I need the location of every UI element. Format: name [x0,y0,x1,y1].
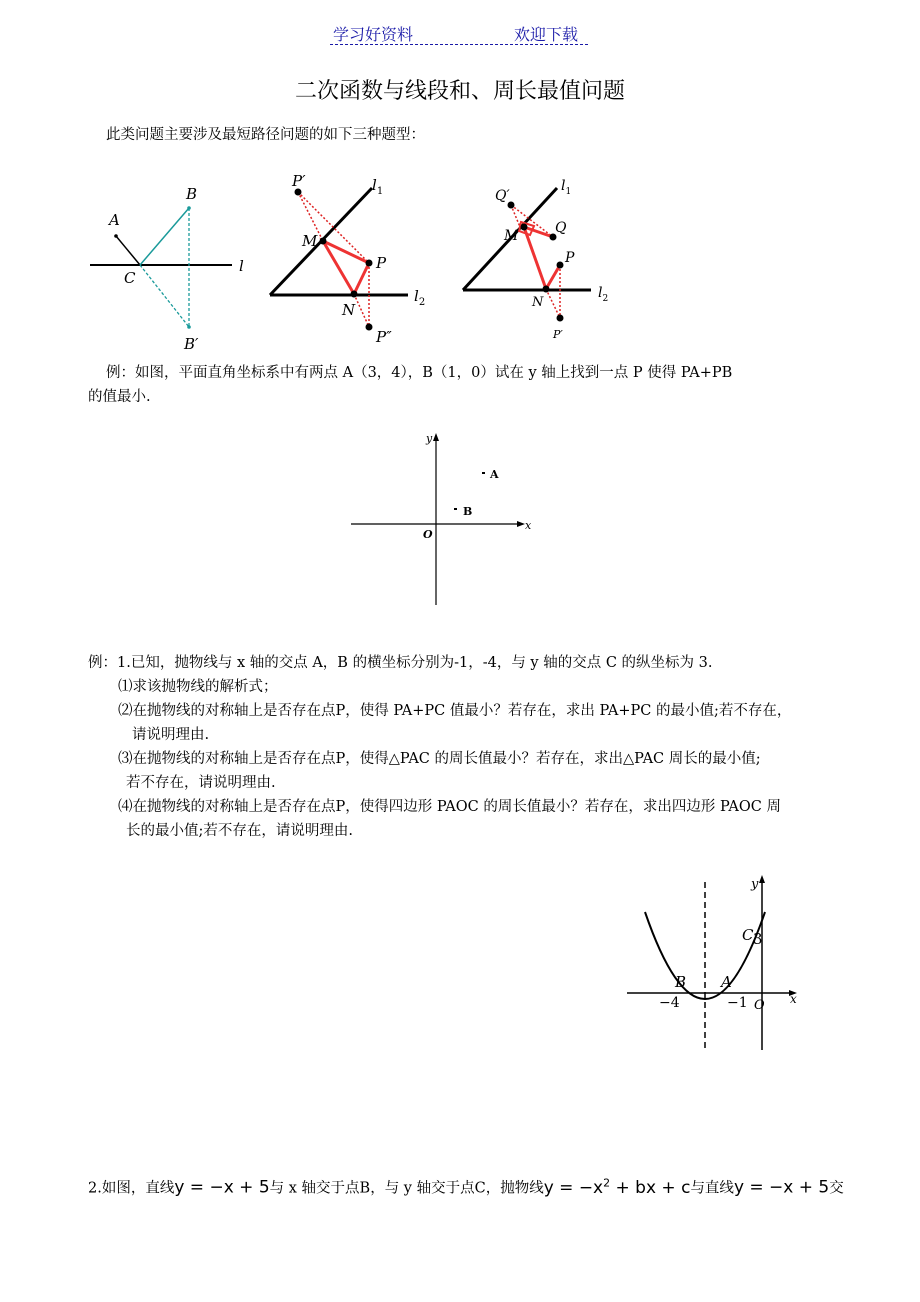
label-l1: $l_1$ [372,176,384,197]
label-m4: −4 [659,995,680,1011]
label-N: N [342,301,356,319]
figure-reflection-line [80,175,260,355]
label-M: M [302,232,318,250]
point-Ppp [366,324,373,331]
label-A: A [721,973,732,991]
label-A: A [490,468,499,481]
example2-q2-line1: ⑵在抛物线的对称轴上是否存在点P，使得 PA+PC 值最小？若存在，求出 PA+PC 的最小值;若不存在， [118,703,792,719]
x-axis-arrow [517,521,525,527]
point-N [543,286,550,293]
dash-NPpp [354,294,369,327]
example2-q3-line2: 若不存在，请说明理由. [126,775,276,791]
segment-AC [116,236,140,265]
y-axis-arrow [433,433,439,441]
point-B [187,206,191,210]
intro-text: 此类问题主要涉及最短路径问题的如下三种题型： [106,127,425,143]
example1-line2: 的值最小. [88,389,151,405]
label-Qp: Q′ [495,188,510,204]
point-Pp [557,315,564,322]
label-B: B [675,973,687,991]
problem2-part3: 与直线 [690,1180,734,1197]
equation-parabola-b: + bx + c [610,1177,691,1198]
label-c3: 3 [753,930,763,948]
problem2-line [88,1170,844,1202]
header-rule [330,44,588,45]
example2-q4-line2: 长的最小值;若不存在，请说明理由. [126,823,353,839]
label-y: y [751,877,759,892]
label-y: y [426,432,433,445]
example2-q2-line2: 请说明理由. [132,727,210,743]
point-N [351,291,358,298]
label-N: N [532,295,544,310]
label-x: x [790,992,797,1006]
label-C: C [742,926,754,944]
label-B: B [186,185,198,203]
segment-CB [140,208,189,265]
header-right: 欢迎下载 [514,25,579,44]
problem2-part1: 2.如图，直线 [88,1180,175,1197]
equation-parabola-exp: 2 [603,1176,611,1189]
triangle-MPN [323,241,369,294]
label-l: l [239,257,244,275]
label-O: O [423,528,433,541]
point-A [114,234,118,238]
dash-NPp [546,289,560,318]
label-Q: Q [555,220,567,236]
label-C: C [124,269,136,287]
label-M: M [504,228,519,244]
example2-q3-line1: ⑶在抛物线的对称轴上是否存在点P，使得△PAC 的周长值最小？若存在，求出△PAC 周长的最小值; [118,751,761,767]
label-l1: $l_1$ [561,178,572,197]
example2-q1: ⑴求该抛物线的解析式； [118,679,278,695]
label-l2: $l_2$ [598,285,609,304]
label-B: B [463,505,473,518]
label-Bp: B′ [184,335,199,353]
label-Pp: P′ [553,328,563,341]
point-Bp [187,325,191,329]
parabola-figure [615,870,815,1060]
label-m1: −1 [727,995,748,1011]
equation-parabola [544,1178,691,1198]
label-P: P [376,254,387,272]
point-B [454,508,457,510]
equation-line-2: y = −x + 5 [733,1177,830,1198]
label-Ppp: P″ [376,328,392,345]
page-title: 二次函数与线段和、周长最值问题 [294,79,625,104]
label-A: A [109,211,120,229]
y-axis-arrow [759,875,765,883]
example1-line1: 例：如图，平面直角坐标系中有两点 A（3，4），B（1，0）试在 y 轴上找到一点 P 使得 PA+PB [106,365,733,381]
coordinate-plane-AB [345,425,540,610]
example2-q4-line1: ⑷在抛物线的对称轴上是否存在点P，使得四边形 PAOC 的周长值最小？若存在，求出四边形 PAOC 周 [118,799,781,815]
point-M [521,224,528,231]
equation-line-1: y = −x + 5 [174,1177,270,1198]
problem2-part4: 交 [829,1180,844,1197]
segment-CBp [140,265,189,327]
figure-angle-two-points [455,170,625,345]
point-P [557,262,564,269]
label-x: x [525,519,532,532]
equation-parabola-a: y = −x [543,1177,604,1198]
example2-intro: 例：1.已知，抛物线与 x 轴的交点 A，B 的横坐标分别为-1，-4，与 y 轴的交点 C 的纵坐标为 3. [88,655,713,671]
point-A [482,472,485,474]
header-left: 学习好资料 [333,25,414,44]
label-Pp: P′ [292,172,306,190]
label-P: P [565,250,575,266]
problem2-part2: 与 x 轴交于点B，与 y 轴交于点C，抛物线 [269,1180,544,1197]
point-M [320,238,327,245]
point-P [366,260,373,267]
figure-angle-one-point [262,170,442,345]
label-l2: $l_2$ [414,287,426,308]
label-O: O [754,998,765,1013]
